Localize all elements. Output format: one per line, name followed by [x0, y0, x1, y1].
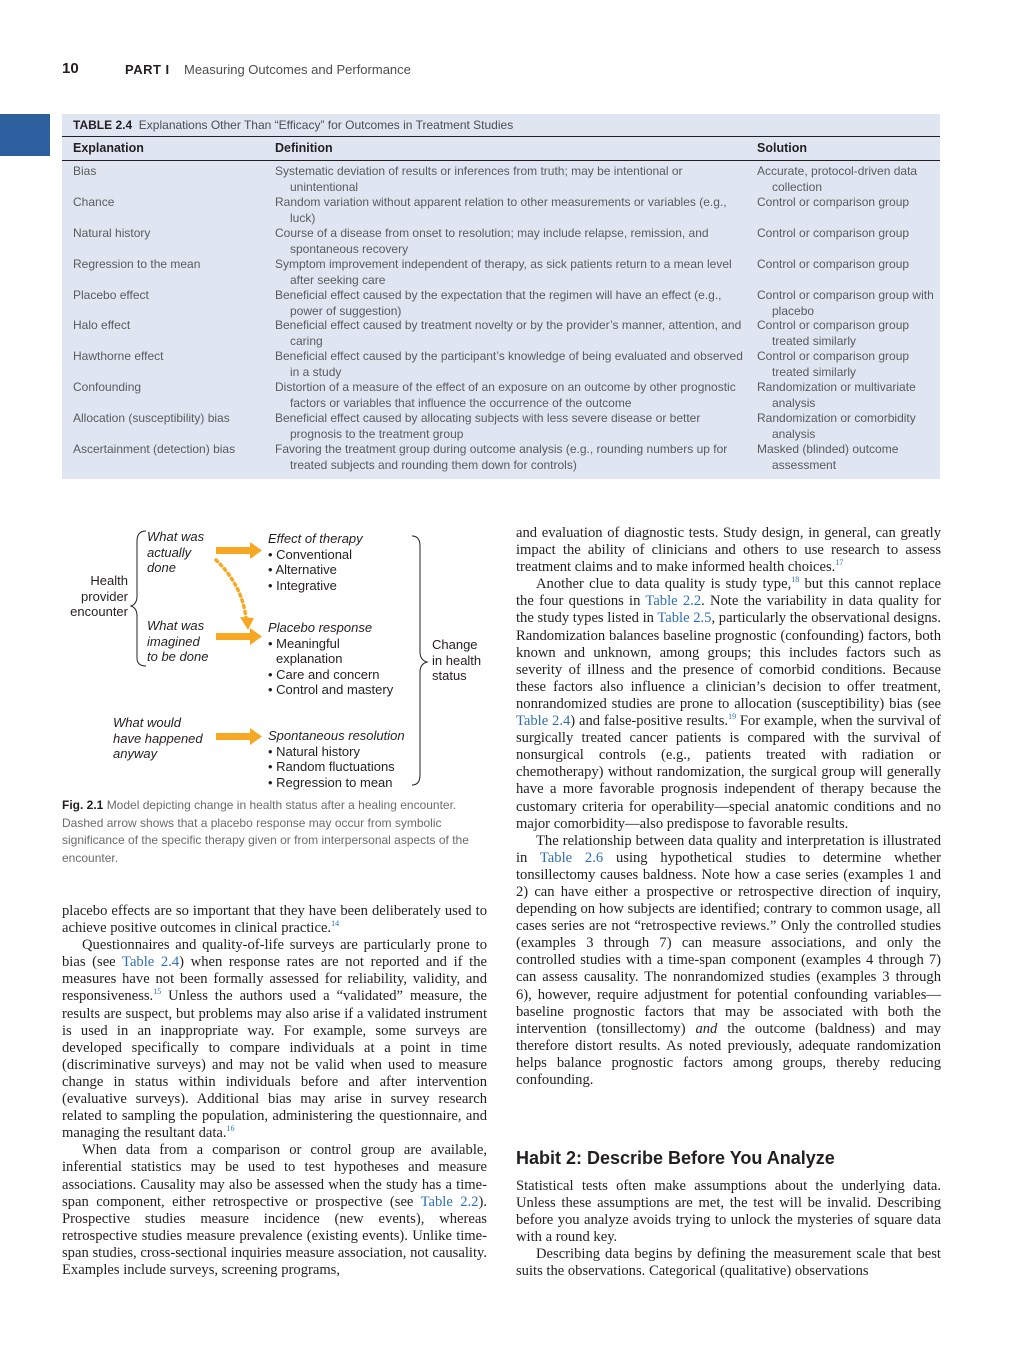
- cell-explanation: Ascertainment (detection) bias: [73, 442, 236, 456]
- section-heading: Habit 2: Describe Before You Analyze: [516, 1148, 835, 1168]
- cell-solution: Masked (blinded) outcome assessment: [757, 442, 899, 472]
- cell-solution: Accurate, protocol-driven data collection: [757, 164, 918, 194]
- arrow-therapy: [216, 542, 262, 559]
- paragraph: and evaluation of diagnostic tests. Study design, in general, can greatly impact the ability of clinicians and others to use research to assess treatment claims and to make informed health choices.$^{17}$: [516, 525, 941, 576]
- box-spontaneous-resolution: Spontaneous resolution • Natural history • Random fluctuations • Regression to mean: [268, 728, 405, 790]
- cell-explanation: Placebo effect: [73, 288, 149, 302]
- cell-definition: Distortion of a measure of the effect of an exposure on an outcome by other prognostic factors or variables that influence the occurrence of the outcome: [275, 380, 736, 410]
- cell-definition: Systematic deviation of results or inferences from truth; may be intentional or unintentional: [275, 164, 683, 194]
- left-column-text: [62, 903, 487, 1279]
- paragraph: placebo effects are so important that they have been deliberately used to achieve positive outcomes in clinical practice.$^{14}$: [62, 903, 487, 937]
- cell-definition: Beneficial effect caused by allocating subjects with less severe disease or better prognosis to the treatment group: [275, 411, 701, 441]
- figure-caption-text: Model depicting change in health status after a healing encounter. Dashed arrow shows that a placebo response may occur from symbolic significance of the specific therapy given or from interpersonal aspects of the encounter.: [62, 798, 469, 865]
- cell-explanation: Confounding: [73, 380, 142, 394]
- column-header-definition: Definition: [275, 141, 333, 155]
- paragraph: Statistical tests often make assumptions about the underlying data. Unless these assumptions are met, the test will be invalid. Describing before you analyze avoids trying to unlock the mysteries of square data with a round key.: [516, 1178, 941, 1246]
- cell-definition: Favoring the treatment group during outcome analysis (e.g., rounding numbers up for treated subjects and rounding them down for controls): [275, 442, 728, 472]
- cell-definition: Course of a disease from onset to resolution; may include relapse, remission, and spontaneous recovery: [275, 226, 709, 256]
- link-table-2-2[interactable]: Table 2.2: [420, 1193, 479, 1210]
- cell-solution: Randomization or multivariate analysis: [757, 380, 916, 410]
- dashed-arrow-head: [240, 617, 254, 630]
- paragraph: Another clue to data quality is study type,$^{18}$ but this cannot replace the four questions in Table 2.2. Note the variability in data quality for the study types listed in Table 2.5, particularly the observational designs. Randomization balances baseline prognostic (confounding) factors, both known and unknown, among groups; this includes factors such as severity of illness and the presence of comorbid conditions. Because these factors also influence a clinician’s decision to offer treatment, nonrandomized studies are prone to allocation (susceptibility) bias (see Table 2.4) and false-positive results.$^{19}$ For example, when the survival of surgically treated cancer patients is compared with the survival of nonsurgical controls (e.g., patients treated with radiation or chemotherapy) without randomization, the surgical group will generally have a more favorable prognosis independent of therapy because the customary criteria for operability—special anatomic conditions and no major comorbidity—also predispose to favorable results.: [516, 575, 942, 832]
- part-title: Measuring Outcomes and Performance: [184, 62, 411, 77]
- cell-solution: Control or comparison group: [757, 226, 910, 240]
- paragraph: The relationship between data quality and interpretation is illustrated in Table 2.6 using hypothetical studies to determine whether tonsillectomy causes baldness. Note how a case series (examples 1 and 2) can have either a prospective or retrospective direction of inquiry, depending on how subjects are identified; contrary to common usage, all cases series are not “retrospective reviews.” Only the controlled studies (examples 3 through 7) can measure associations, and only the controlled studies with a time-span component (examples 4 through 7) can assess causality. The nonrandomized studies (examples 3 through 6), however, require adjustment for potential confounding variables—baseline prognostic factors that may be associated with both the intervention (tonsillectomy) and the outcome (baldness) and may therefore distort results. As noted previously, adequate randomization helps balance prognostic factors among groups, thereby reducing confounding.: [516, 832, 942, 1088]
- cell-solution: Control or comparison group with placebo: [757, 288, 934, 318]
- chapter-side-tab: [0, 114, 50, 156]
- figure-label: Fig. 2.1: [62, 798, 104, 812]
- table-rule-top: [62, 136, 940, 137]
- cell-solution: Control or comparison group: [757, 257, 910, 271]
- label-change-in-health-status: Change in health status: [432, 637, 482, 683]
- right-column-text: [516, 525, 941, 1089]
- table-label: TABLE 2.4: [73, 118, 133, 132]
- label-what-would-have-happened: What would have happened anyway: [113, 715, 203, 761]
- page-number: 10: [62, 60, 79, 77]
- cell-definition: Beneficial effect caused by the expectation that the regimen will have an effect (e.g., power of suggestion): [275, 288, 722, 318]
- cell-solution: Control or comparison group: [757, 195, 910, 209]
- box-placebo-response: Placebo response • Meaningful explanation • Care and concern • Control and mastery: [268, 620, 394, 697]
- link-table-2-5[interactable]: Table 2.5: [657, 610, 712, 627]
- paragraph: Questionnaires and quality-of-life surveys are particularly prone to bias (see Table 2.4) when response rates are not reported and if the measures have not been formally assessed for reliability, validity, and responsiveness.$^{15}$ Unless the authors used a “validated” measure, the results are suspect, but problems may also arise if a validated instrument is used in an inappropriate way. For example, some surveys are developed specifically to compare individuals at a point in time (discriminative surveys) and may not be valid when used to measure change in status within individuals before and after intervention (evaluative surveys). Additional bias may arise in survey research related to sampling the population, administering the questionnaire, and managing the resultant data.$^{16}$: [62, 937, 487, 1142]
- cell-definition: Random variation without apparent relation to other measurements or variables (e.g., luck): [275, 195, 727, 225]
- column-header-solution: Solution: [757, 141, 807, 155]
- cell-explanation: Hawthorne effect: [73, 349, 164, 363]
- cell-definition: Symptom improvement independent of therapy, as sick patients return to a mean level after seeking care: [275, 257, 732, 287]
- right-brace: [412, 536, 427, 785]
- part-label: PART I: [125, 62, 170, 77]
- column-header-explanation: Explanation: [73, 141, 144, 155]
- cell-definition: Beneficial effect caused by treatment novelty or by the provider’s manner, attention, and caring: [275, 318, 742, 348]
- dashed-arrow: [216, 560, 246, 618]
- label-what-was-done: What was actually done: [147, 529, 205, 575]
- paragraph: Describing data begins by defining the measurement scale that best suits the observations. Categorical (qualitative) observations: [516, 1246, 941, 1280]
- left-brace: [131, 531, 146, 666]
- cell-solution: Control or comparison group treated similarly: [757, 318, 910, 348]
- cell-explanation: Natural history: [73, 226, 151, 240]
- box-effect-of-therapy: Effect of therapy • Conventional • Alternative • Integrative: [268, 531, 363, 593]
- cell-explanation: Halo effect: [73, 318, 131, 332]
- right-column-text-continued: [516, 1178, 941, 1281]
- cell-solution: Randomization or comorbidity analysis: [757, 411, 916, 441]
- link-table-2-4[interactable]: Table 2.4: [516, 713, 571, 730]
- table-caption: [73, 118, 513, 132]
- arrow-spontaneous: [216, 728, 262, 745]
- cell-explanation: Regression to the mean: [73, 257, 201, 271]
- cell-solution: Control or comparison group treated similarly: [757, 349, 910, 379]
- table-rule-header: [62, 160, 940, 161]
- link-table-2-6[interactable]: Table 2.6: [539, 849, 604, 866]
- cell-definition: Beneficial effect caused by the participant’s knowledge of being evaluated and observed in a study: [275, 349, 743, 379]
- label-health-provider-encounter: Health provider encounter: [70, 573, 128, 619]
- cell-explanation: Allocation (susceptibility) bias: [73, 411, 230, 425]
- paragraph: When data from a comparison or control group are available, inferential statistics may be used to test hypotheses and measure associations. Causality may also be assessed when the study has a time-span component, either retrospective or prospective (see Table 2.2). Prospective studies measure incidence (new events), whereas retrospective studies measure prevalence (existing events). Unlike time-span studies, cross-sectional inquiries measure association, not causality. Examples include surveys, screening programs,: [62, 1142, 487, 1278]
- arrow-placebo: [216, 628, 262, 645]
- label-what-was-imagined: What was imagined to be done: [147, 618, 209, 664]
- table-title: Explanations Other Than “Efficacy” for Outcomes in Treatment Studies: [138, 118, 514, 132]
- link-table-2-2[interactable]: Table 2.2: [645, 593, 702, 610]
- cell-explanation: Chance: [73, 195, 115, 209]
- figure-caption: [62, 797, 482, 867]
- cell-explanation: Bias: [73, 164, 97, 178]
- link-table-2-4[interactable]: Table 2.4: [122, 954, 180, 971]
